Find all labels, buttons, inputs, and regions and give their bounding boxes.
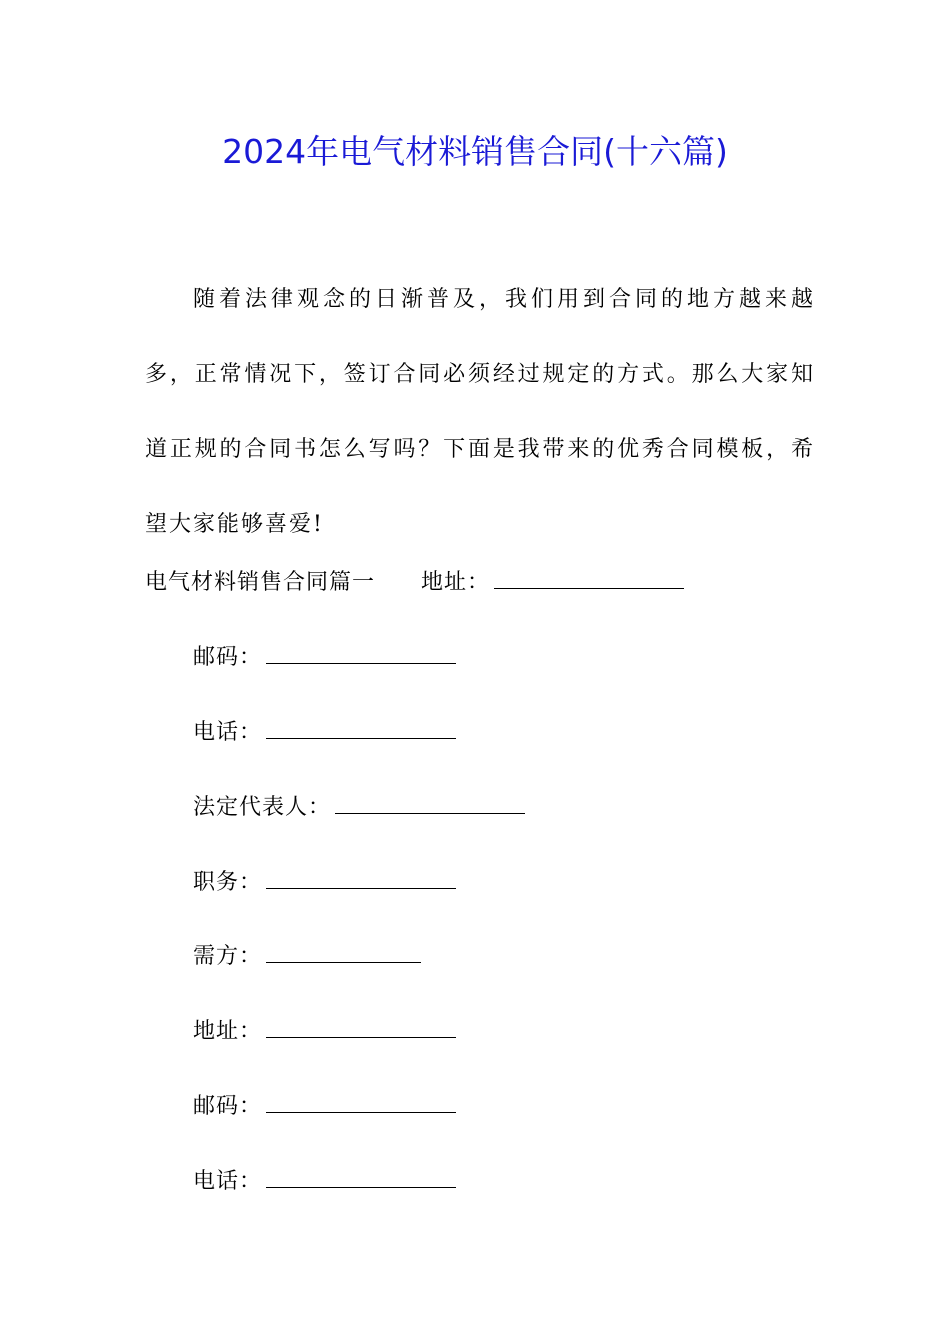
fill-in-blank[interactable] xyxy=(266,1167,456,1188)
intro-paragraph: 随着法律观念的日渐普及，我们用到合同的地方越来越多，正常情况下，签订合同必须经过规定的方式。那么大家知道正规的合同书怎么写吗？下面是我带来的优秀合同模板，希望大家能够喜爱! xyxy=(145,287,815,537)
document-title: 2024年电气材料销售合同(十六篇) xyxy=(222,132,728,171)
field-label: 地址： xyxy=(193,1019,263,1044)
field-row xyxy=(193,1017,456,1047)
field-row xyxy=(193,718,456,748)
field-row xyxy=(193,942,421,972)
field-label: 电话： xyxy=(193,720,263,745)
field-label: 地址： xyxy=(421,570,491,595)
fill-in-blank[interactable] xyxy=(266,1017,456,1038)
field-label: 电话： xyxy=(193,1169,263,1194)
field-row xyxy=(193,1092,456,1122)
field-row xyxy=(193,868,456,898)
field-row xyxy=(193,1167,456,1197)
section-heading-line xyxy=(145,568,684,598)
section-heading: 电气材料销售合同篇一 xyxy=(145,570,376,595)
field-label: 职务： xyxy=(193,870,263,895)
fill-in-blank[interactable] xyxy=(266,868,456,889)
field-row xyxy=(193,643,456,673)
fill-in-blank[interactable] xyxy=(266,1092,456,1113)
fill-in-blank[interactable] xyxy=(494,568,684,589)
field-label: 邮码： xyxy=(193,1094,263,1119)
fill-in-blank[interactable] xyxy=(266,718,456,739)
fill-in-blank[interactable] xyxy=(335,793,525,814)
field-label: 需方： xyxy=(193,944,263,969)
fill-in-blank[interactable] xyxy=(266,643,456,664)
field-label: 邮码： xyxy=(193,645,263,670)
field-label: 法定代表人： xyxy=(193,795,332,820)
field-row xyxy=(193,793,525,823)
fill-in-blank[interactable] xyxy=(266,942,421,963)
